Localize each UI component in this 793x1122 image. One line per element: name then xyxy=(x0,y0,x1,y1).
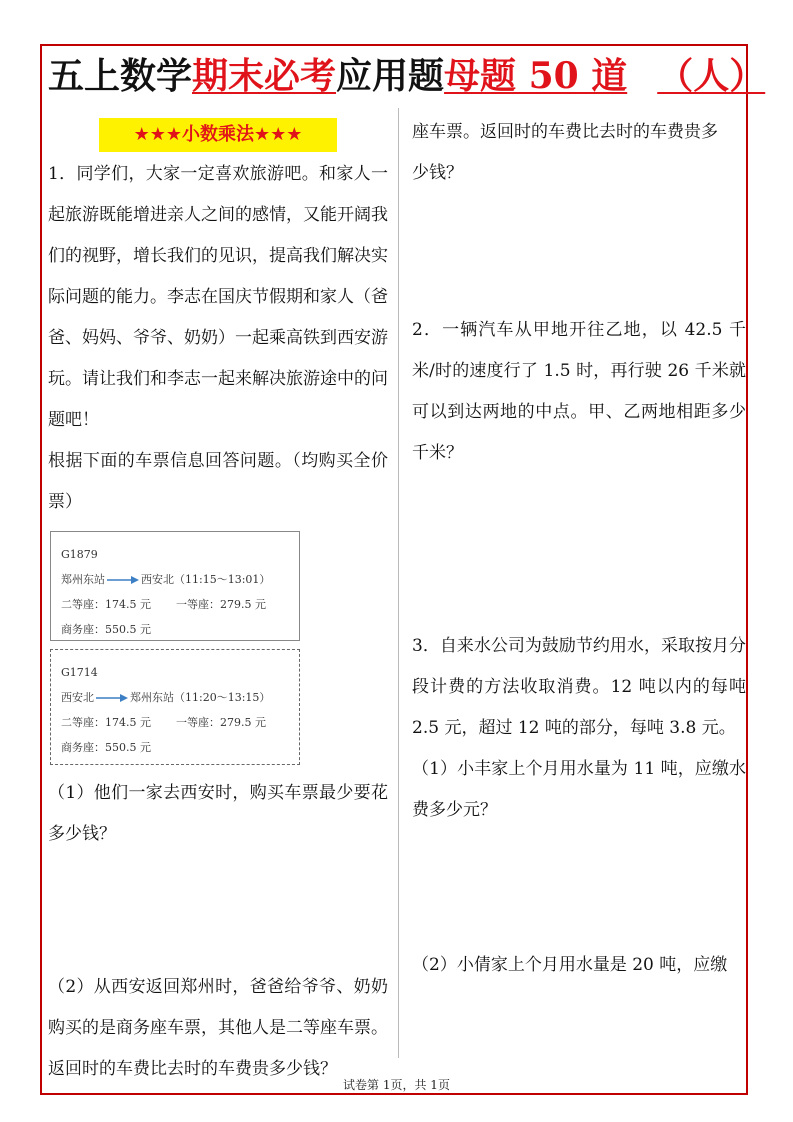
question-1-sub-2: （2）从西安返回郑州时，爸爸给爷爷、奶奶购买的是商务座车票，其他人是二等座车票。返回时的车费比去时的车费贵多少钱？ xyxy=(48,977,388,1079)
title-part-5: （人） xyxy=(657,55,766,97)
title-part-4: 母题 50 道 xyxy=(444,55,628,97)
column-divider xyxy=(398,108,399,1058)
ticket-route xyxy=(61,685,299,710)
question-1-instruction: 根据下面的车票信息回答问题。（均购买全价票） xyxy=(48,451,388,512)
title-part-3: 应用题 xyxy=(336,55,445,97)
ticket-second-class: 二等座：174.5 元 xyxy=(61,716,151,729)
ticket-train-number: G1714 xyxy=(61,666,98,679)
section-banner: ★★★小数乘法★★★ xyxy=(99,118,337,152)
arrow-right-icon xyxy=(107,575,139,585)
ticket-second-class: 二等座：174.5 元 xyxy=(61,598,151,611)
ticket-first-class: 一等座：279.5 元 xyxy=(176,598,266,611)
question-1-sub-2-continued xyxy=(412,112,746,194)
ticket-from: 郑州东站 xyxy=(61,573,105,586)
question-2: 2．一辆汽车从甲地开往乙地，以 42.5 千米/时的速度行了 1.5 时，再行驶 26 千米就可以到达两地的中点。甲、乙两地相距多少千米？ xyxy=(412,320,746,463)
ticket-to: 郑州东站（11:20～13:15） xyxy=(130,691,271,704)
arrow-right-icon xyxy=(96,693,128,703)
continued-line-1: 座车票。返回时的车费比去时的车费贵多 xyxy=(412,122,718,142)
left-column xyxy=(48,108,388,1079)
ticket-1 xyxy=(50,531,300,641)
ticket-to: 西安北（11:15～13:01） xyxy=(141,573,271,586)
ticket-prices xyxy=(61,710,299,735)
question-1-intro: 1．同学们，大家一定喜欢旅游吧。和家人一起旅游既能增进亲人之间的感情，又能开阔我们的视野，增长我们的见识，提高我们解决实际问题的能力。李志在国庆节假期和家人（爸爸、妈妈、爷爷、奶奶）一起乘高铁到西安游玩。请让我们和李志一起来解决旅游途中的问题吧！ xyxy=(48,164,388,430)
continued-line-2: 少钱？ xyxy=(412,163,463,183)
page-footer: 试卷第 1页，共 1页 xyxy=(343,1078,450,1092)
question-1-sub-1: （1）他们一家去西安时，购买车票最少要花多少钱？ xyxy=(48,783,388,844)
ticket-business: 商务座：550.5 元 xyxy=(61,623,151,636)
ticket-first-class: 一等座：279.5 元 xyxy=(176,716,266,729)
right-column xyxy=(412,108,746,986)
page-title xyxy=(48,52,766,100)
ticket-prices xyxy=(61,592,299,617)
ticket-route xyxy=(61,567,299,592)
ticket-business: 商务座：550.5 元 xyxy=(61,741,151,754)
ticket-from: 西安北 xyxy=(61,691,94,704)
question-3-sub-2: （2）小倩家上个月用水量是 20 吨，应缴 xyxy=(412,955,728,975)
question-3: 3．自来水公司为鼓励节约用水，采取按月分段计费的方法收取消费。12 吨以内的每吨 2.5 元，超过 12 吨的部分，每吨 3.8 元。 xyxy=(412,636,746,738)
ticket-2 xyxy=(50,649,300,765)
title-part-1: 五上数学 xyxy=(48,55,193,97)
ticket-train-number: G1879 xyxy=(61,548,98,561)
question-3-sub-1: （1）小丰家上个月用水量为 11 吨，应缴水费多少元？ xyxy=(412,759,746,820)
title-part-2: 期末必考 xyxy=(192,55,337,97)
